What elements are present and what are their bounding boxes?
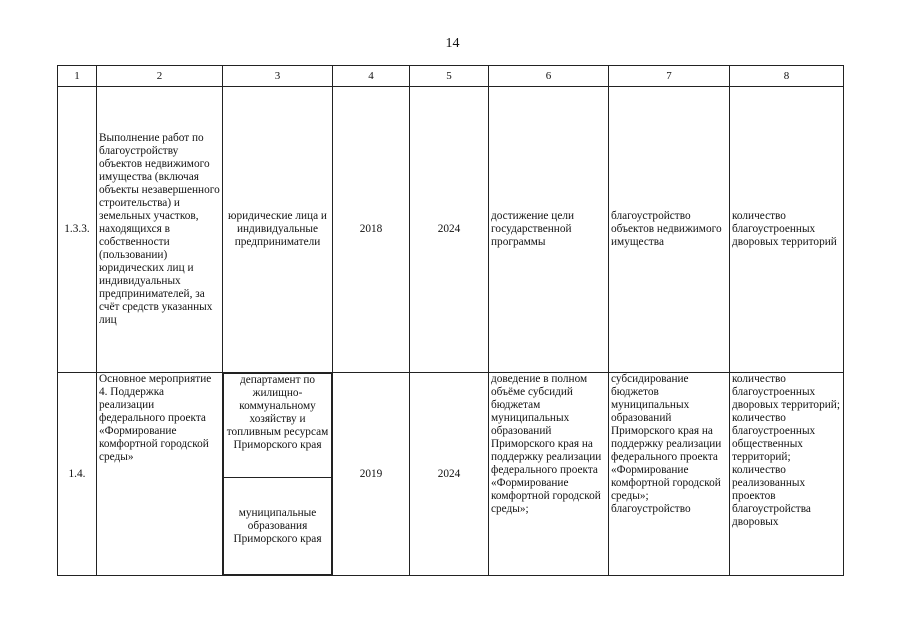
row-activity: благоустройство объектов недвижимого имущества [609, 87, 730, 373]
row-start-year: 2019 [333, 373, 410, 576]
table-row [58, 87, 844, 373]
row-indicator: количество благоустроенных дворовых территорий; количество благоустроенных общественных территорий; количество реализованных проектов благоустройства дворовых [730, 373, 844, 576]
column-header-4: 4 [333, 66, 410, 87]
column-header-6: 6 [489, 66, 609, 87]
row-goal: доведение в полном объёме субсидий бюджетам муниципальных образований Приморского края на поддержку реализации федерального проекта «Формирование комфортной городской среды»; [489, 373, 609, 576]
row-number: 1.3.3. [58, 87, 97, 373]
executor-split [223, 373, 332, 575]
row-executor-cell [223, 373, 333, 576]
row-number: 1.4. [58, 373, 97, 576]
row-name: Выполнение работ по благоустройству объектов недвижимого имущества (включая объекты незавершенного строительства) и земельных участков, находящихся в собственности (пользовании) юридических лиц и индивидуальных предпринимателей, за счёт средств указанных лиц [97, 87, 223, 373]
program-table [57, 65, 844, 576]
column-header-5: 5 [410, 66, 489, 87]
row-executor: юридические лица и индивидуальные предприниматели [223, 87, 333, 373]
column-header-8: 8 [730, 66, 844, 87]
row-end-year: 2024 [410, 373, 489, 576]
column-header-1: 1 [58, 66, 97, 87]
row-indicator: количество благоустроенных дворовых территорий [730, 87, 844, 373]
column-header-7: 7 [609, 66, 730, 87]
header-row [58, 66, 844, 87]
row-start-year: 2018 [333, 87, 410, 373]
column-header-3: 3 [223, 66, 333, 87]
row-executor-bottom: муниципальные образования Приморского края [224, 478, 332, 575]
row-goal: достижение цели государственной программы [489, 87, 609, 373]
row-activity: субсидирование бюджетов муниципальных образований Приморского края на поддержку реализации федерального проекта «Формирование комфортной городской среды»; благоустройство [609, 373, 730, 576]
row-end-year: 2024 [410, 87, 489, 373]
page-number: 14 [445, 36, 460, 51]
table-row [58, 373, 844, 576]
row-name: Основное мероприятие 4. Поддержка реализации федерального проекта «Формирование комфортной городской среды» [97, 373, 223, 576]
column-header-2: 2 [97, 66, 223, 87]
row-executor-top: департамент по жилищно-коммунальному хозяйству и топливным ресурсам Приморского края [224, 374, 332, 478]
